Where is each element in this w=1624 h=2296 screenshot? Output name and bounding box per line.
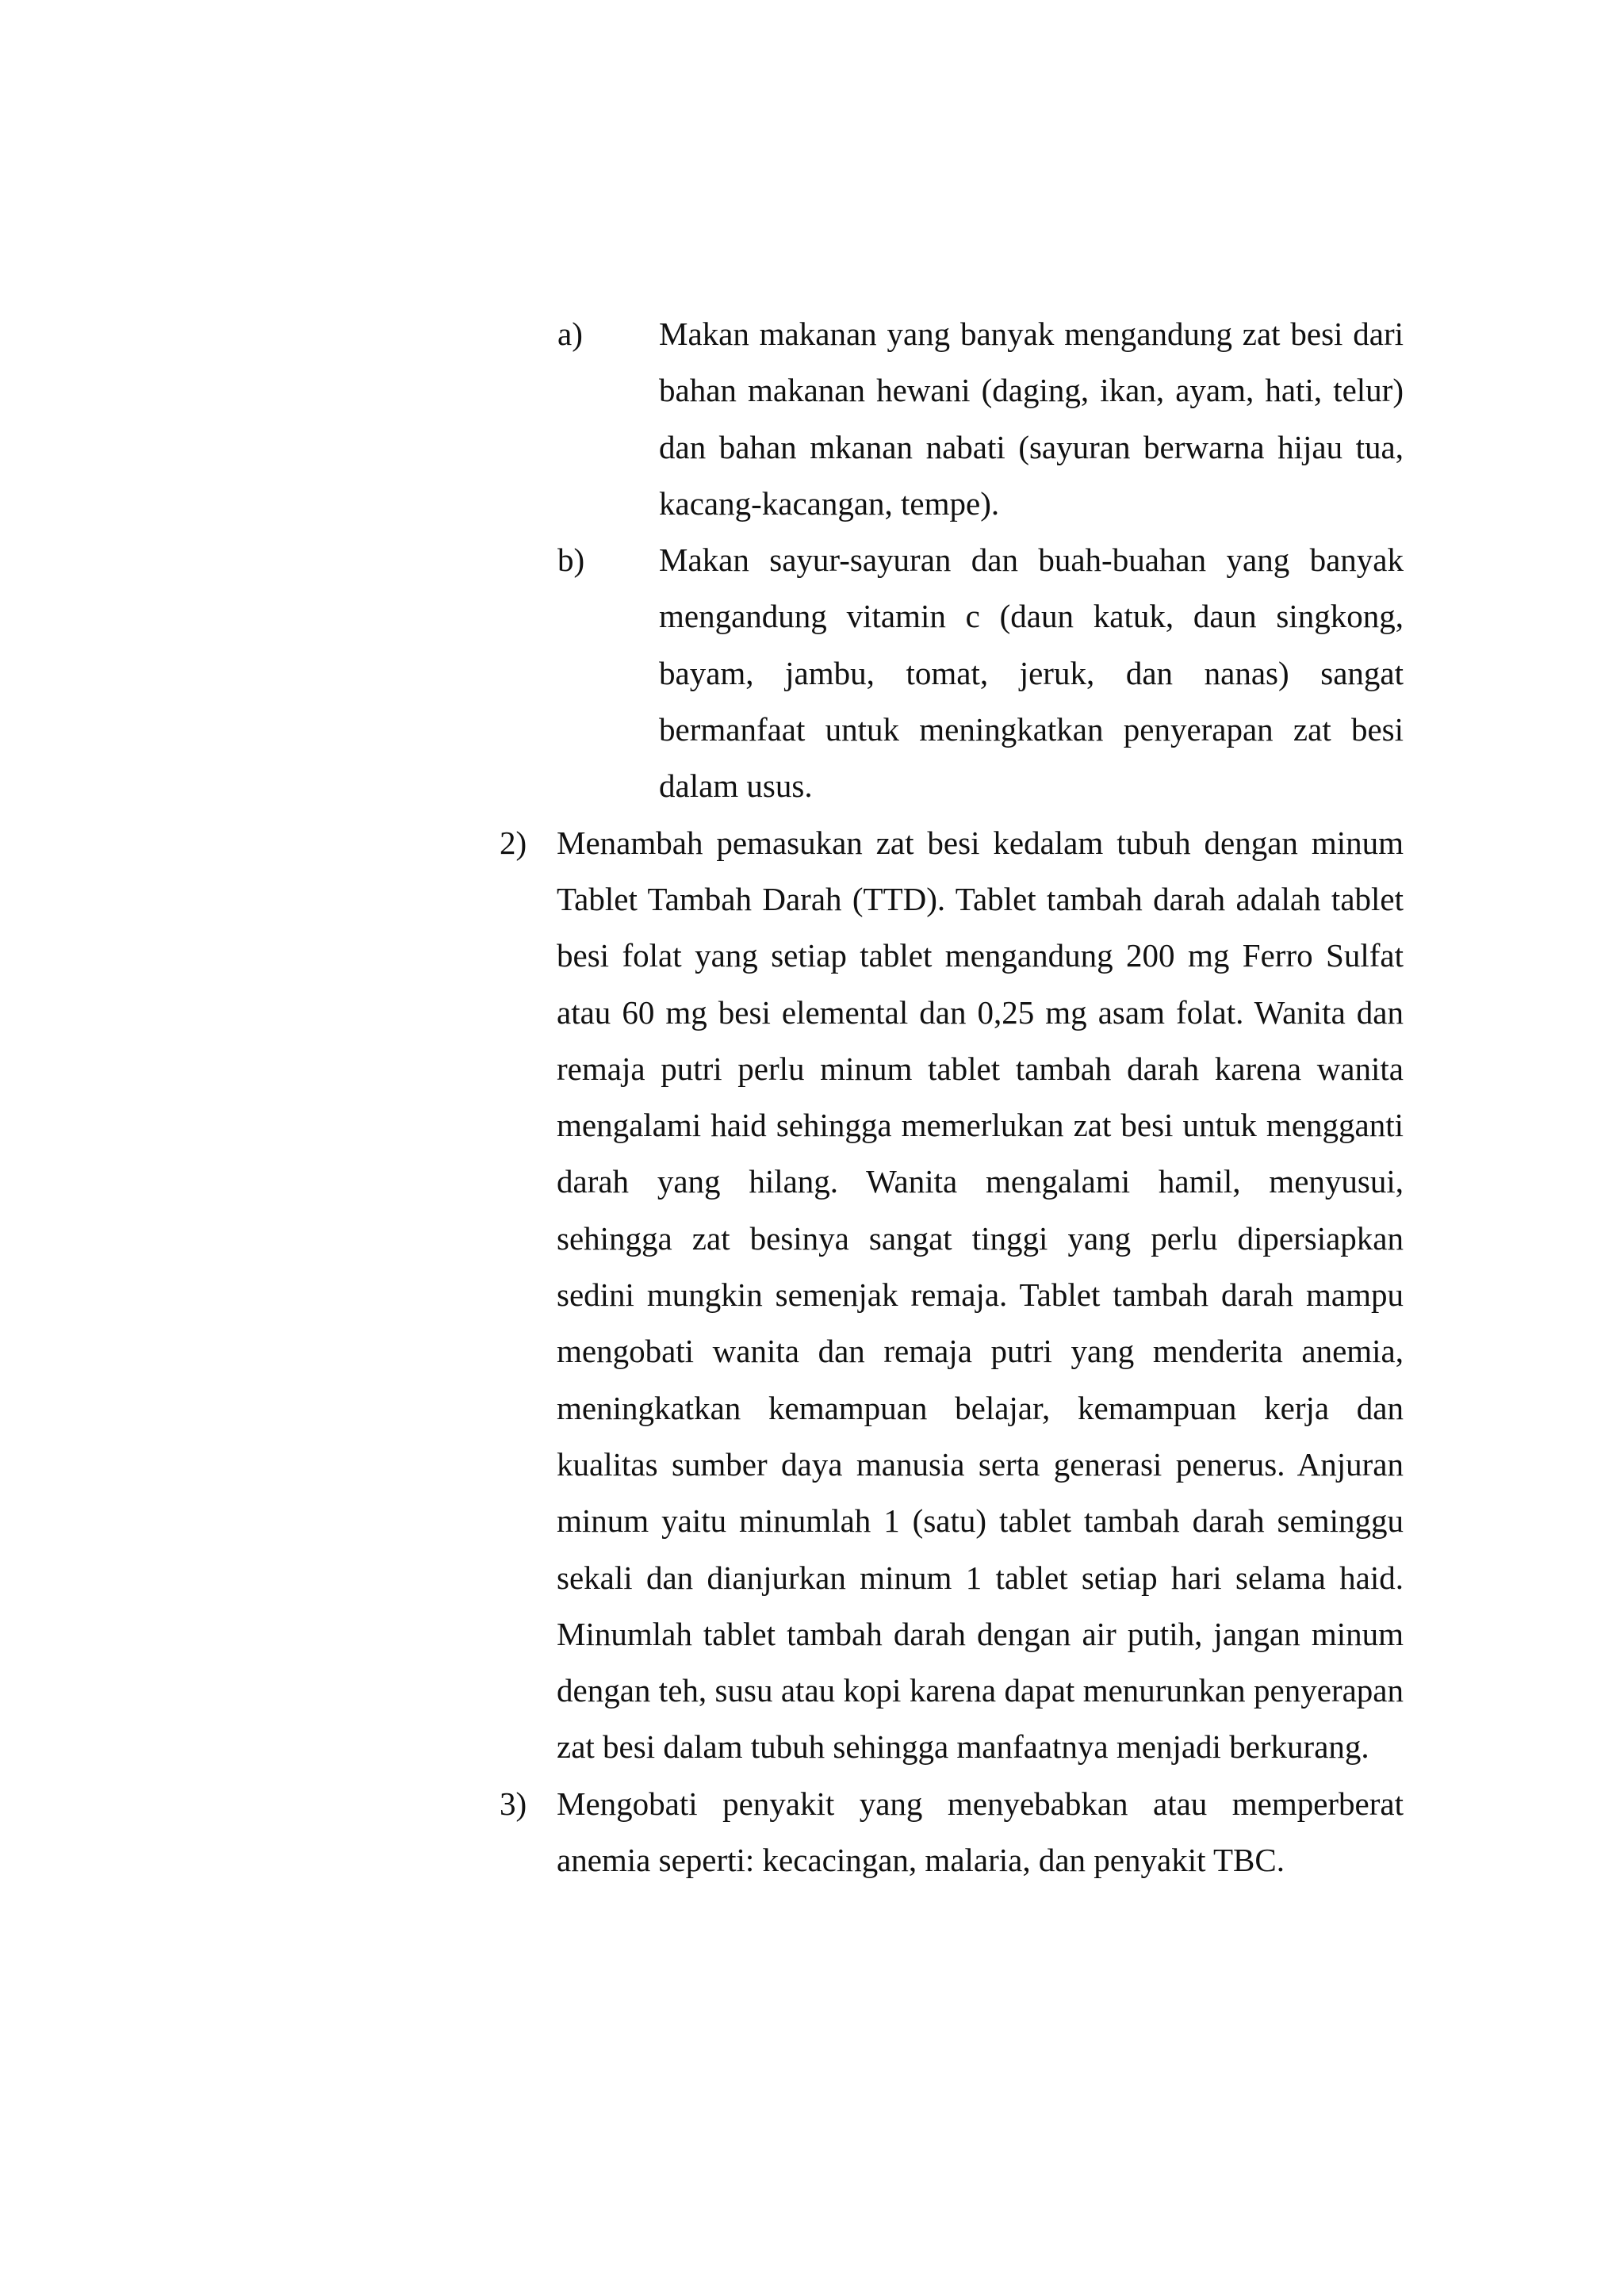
list-text-3: Mengobati penyakit yang menyebabkan atau memperberat anemia seperti: kecacingan, malaria, dan penyakit TBC. (557, 1785, 1404, 1879)
document-body (500, 306, 1404, 1888)
list-item-a (557, 306, 1404, 532)
list-item-3 (500, 1776, 1404, 1889)
list-item-b (557, 532, 1404, 814)
list-text-b: Makan sayur-sayuran dan buah-buahan yang banyak mengandung vitamin c (daun katuk, daun singkong, bayam, jambu, tomat, jeruk, dan nanas) sangat bermanfaat untuk meningkatkan penyerapan zat besi dalam usus. (659, 541, 1404, 805)
list-marker-2: 2) (500, 824, 527, 861)
list-text-a: Makan makanan yang banyak mengandung zat besi dari bahan makanan hewani (daging, ikan, ayam, hati, telur) dan bahan mkanan nabati (sayuran berwarna hijau tua, kacang-kacangan, tempe). (659, 316, 1404, 522)
list-item-2 (500, 815, 1404, 1776)
list-text-2: Menambah pemasukan zat besi kedalam tubuh dengan minum Tablet Tambah Darah (TTD). Tablet tambah darah adalah tablet besi folat yang setiap tablet mengandung 200 mg Ferro Sulfat atau 60 mg besi elemental dan 0,25 mg asam folat. Wanita dan remaja putri perlu minum tablet tambah darah karena wanita mengalami haid sehingga memerlukan zat besi untuk mengganti darah yang hilang. Wanita mengalami hamil, menyusui, sehingga zat besinya sangat tinggi yang perlu dipersiapkan sedini mungkin semenjak remaja. Tablet tambah darah mampu mengobati wanita dan remaja putri yang menderita anemia, meningkatkan kemampuan belajar, kemampuan kerja dan kualitas sumber daya manusia serta generasi penerus. Anjuran minum yaitu minumlah 1 (satu) tablet tambah darah seminggu sekali dan dianjurkan minum 1 tablet setiap hari selama haid. Minumlah tablet tambah darah dengan air putih, jangan minum dengan teh, susu atau kopi karena dapat menurunkan penyerapan zat besi dalam tubuh sehingga manfaatnya menjadi berkurang. (557, 824, 1404, 1766)
list-marker-b: b) (557, 541, 585, 579)
list-marker-a: a) (557, 316, 583, 352)
list-marker-3: 3) (500, 1785, 527, 1822)
